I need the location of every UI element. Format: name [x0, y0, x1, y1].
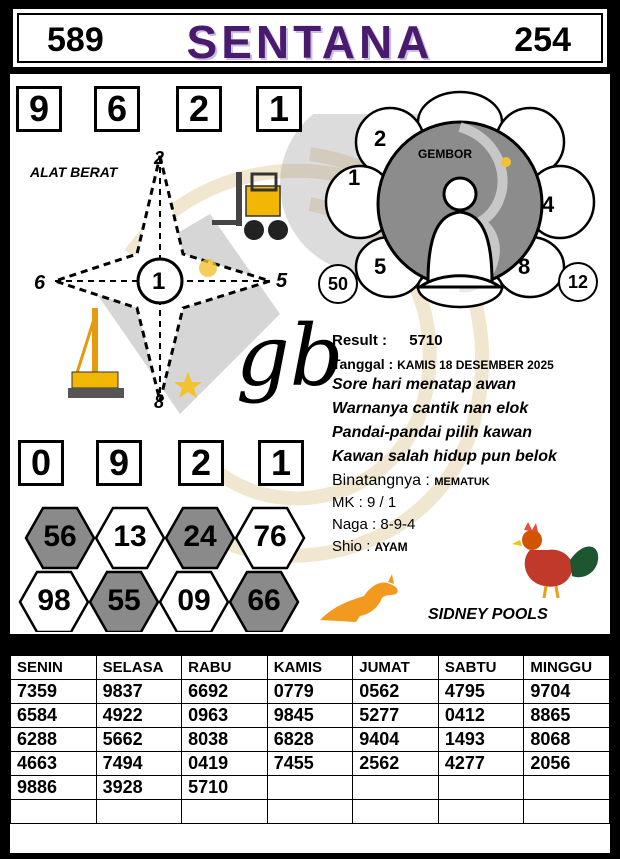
table-cell: 6584	[11, 704, 97, 728]
table-cell: 6828	[267, 728, 353, 752]
poem-line-1: Sore hari menatap awan	[332, 376, 517, 393]
table-cell: 0779	[267, 680, 353, 704]
lotus-number-5: 5	[374, 254, 387, 279]
header-title: SENTANA	[186, 16, 434, 68]
col-header-rabu: RABU	[182, 656, 268, 680]
table-cell: 8038	[182, 728, 268, 752]
results-table-area	[10, 655, 610, 853]
bottom-digit-3: 2	[178, 440, 224, 486]
star-number-left: 6	[34, 272, 46, 294]
table-cell: 9845	[267, 704, 353, 728]
binatang-value: MEMATUK	[434, 476, 490, 488]
table-cell	[524, 776, 610, 800]
pool-name: SIDNEY POOLS	[428, 606, 548, 623]
table-cell: 0419	[182, 752, 268, 776]
table-cell: 1493	[438, 728, 524, 752]
table-cell: 9837	[96, 680, 182, 704]
header-left-number: 589	[47, 21, 104, 59]
lotus-number-2: 2	[374, 126, 387, 151]
table-cell: 2562	[353, 752, 439, 776]
poem-line-3: Pandai-pandai pilih kawan	[332, 424, 533, 441]
lotus-number-8: 8	[518, 254, 531, 279]
star-number-right: 5	[276, 270, 288, 292]
forklift-icon	[206, 170, 302, 244]
header-banner	[10, 6, 610, 70]
table-cell	[438, 776, 524, 800]
table-cell: 6692	[182, 680, 268, 704]
table-cell	[182, 800, 268, 824]
table-cell: 4277	[438, 752, 524, 776]
table-cell: 0562	[353, 680, 439, 704]
header-right-number: 254	[514, 21, 571, 59]
col-header-jumat: JUMAT	[353, 656, 439, 680]
table-cell: 5277	[353, 704, 439, 728]
table-cell: 9404	[353, 728, 439, 752]
col-header-sabtu: SABTU	[438, 656, 524, 680]
poem-line-4: Kawan salah hidup pun belok	[332, 448, 557, 465]
hex-number-7: 09	[177, 584, 211, 617]
table-cell: 4663	[11, 752, 97, 776]
signature: gb	[236, 307, 344, 405]
table-cell: 6288	[11, 728, 97, 752]
hex-number-2: 13	[113, 520, 147, 553]
table-cell: 9886	[11, 776, 97, 800]
table-cell	[353, 800, 439, 824]
col-header-kamis: KAMIS	[267, 656, 353, 680]
binatang-label: Binatangnya :	[332, 472, 430, 489]
tanggal-label: Tanggal :	[332, 356, 394, 372]
hex-number-3: 24	[183, 520, 217, 553]
circle-number-50: 50	[318, 264, 358, 304]
hex-number-8: 66	[247, 584, 281, 617]
col-header-selasa: SELASA	[96, 656, 182, 680]
table-cell	[524, 800, 610, 824]
table-cell: 4795	[438, 680, 524, 704]
tanggal-value: KAMIS 18 DESEMBER 2025	[397, 358, 554, 372]
table-row	[11, 752, 610, 776]
table-cell	[353, 776, 439, 800]
gembor-label: GEMBOR	[418, 147, 472, 161]
lotus-number-4: 4	[542, 192, 555, 217]
drilling-rig-icon	[64, 306, 128, 406]
main-panel	[10, 74, 610, 634]
table-row	[11, 728, 610, 752]
star-number-top: 2	[154, 148, 165, 168]
table-row	[11, 680, 610, 704]
naga-line: Naga : 8-9-4	[332, 516, 416, 533]
results-table	[10, 655, 610, 824]
hex-number-4: 76	[253, 520, 287, 553]
shio-line	[332, 538, 408, 555]
star-number-center: 1	[152, 268, 166, 295]
top-digit-4: 1	[256, 86, 302, 132]
table-header-row	[11, 656, 610, 680]
table-row	[11, 704, 610, 728]
result-line	[332, 332, 443, 349]
hex-number-5: 98	[37, 584, 71, 617]
table-cell	[11, 800, 97, 824]
table-cell: 9704	[524, 680, 610, 704]
table-cell: 0412	[438, 704, 524, 728]
col-header-senin: SENIN	[11, 656, 97, 680]
result-label: Result :	[332, 332, 388, 349]
top-digit-3: 2	[176, 86, 222, 132]
table-cell: 0963	[182, 704, 268, 728]
bottom-digit-4: 1	[258, 440, 304, 486]
hex-number-1: 56	[43, 520, 77, 553]
table-row	[11, 776, 610, 800]
tanggal-line	[332, 356, 554, 372]
table-cell: 7494	[96, 752, 182, 776]
star-number-bottom: 8	[154, 392, 165, 412]
table-cell: 3928	[96, 776, 182, 800]
lotus-number-1: 1	[348, 165, 361, 190]
shio-value: AYAM	[374, 540, 408, 554]
bottom-digit-2: 9	[96, 440, 142, 486]
top-digit-1: 9	[16, 86, 62, 132]
table-row	[11, 800, 610, 824]
table-cell: 4922	[96, 704, 182, 728]
circle-number-12: 12	[558, 262, 598, 302]
table-cell	[438, 800, 524, 824]
table-cell: 5710	[182, 776, 268, 800]
kangaroo-icon	[316, 574, 406, 624]
table-cell	[267, 800, 353, 824]
result-value: 5710	[409, 332, 443, 349]
rooster-icon	[510, 520, 602, 600]
table-cell: 2056	[524, 752, 610, 776]
table-cell: 7455	[267, 752, 353, 776]
binatang-line	[332, 472, 490, 490]
hex-number-6: 55	[107, 584, 141, 617]
mk-line: MK : 9 / 1	[332, 494, 397, 511]
alat-berat-label: ALAT BERAT	[30, 164, 118, 180]
top-digit-2: 6	[94, 86, 140, 132]
poem-line-2: Warnanya cantik nan elok	[332, 400, 529, 417]
table-cell	[96, 800, 182, 824]
shio-label: Shio :	[332, 538, 371, 555]
table-cell: 8068	[524, 728, 610, 752]
table-cell: 7359	[11, 680, 97, 704]
table-cell: 8865	[524, 704, 610, 728]
bottom-digit-1: 0	[18, 440, 64, 486]
col-header-minggu: MINGGU	[524, 656, 610, 680]
table-cell: 5662	[96, 728, 182, 752]
table-cell	[267, 776, 353, 800]
